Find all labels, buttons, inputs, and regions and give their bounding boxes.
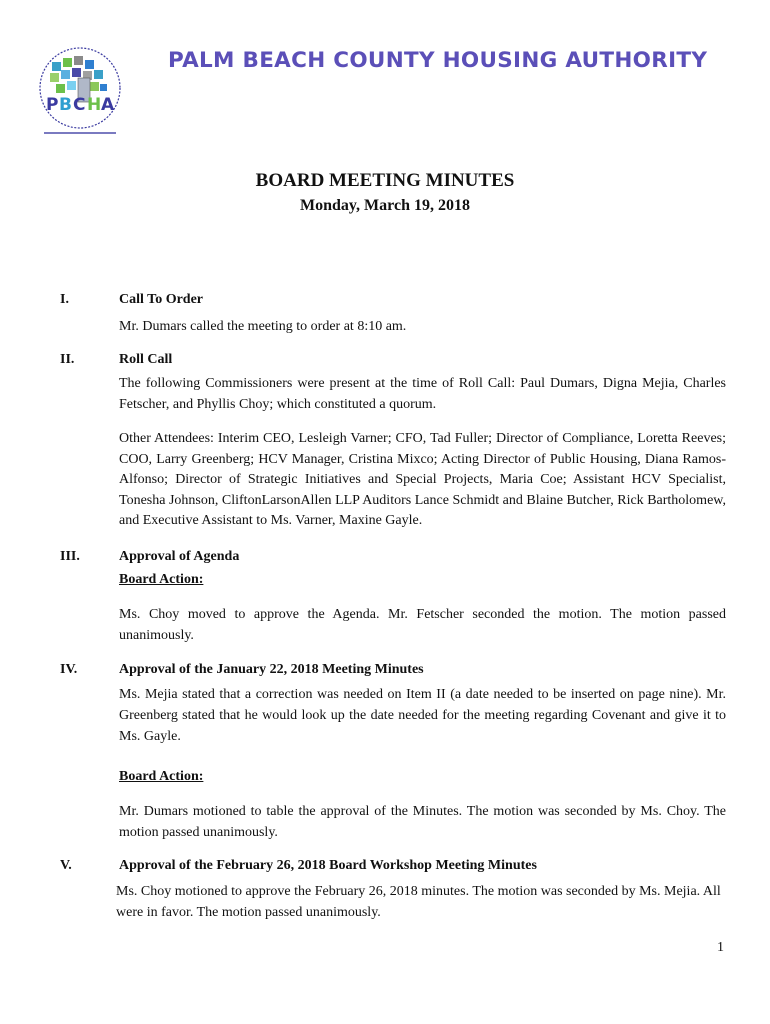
pbcha-logo xyxy=(30,40,130,140)
section-number: V. xyxy=(60,858,72,873)
board-action-label: Board Action: xyxy=(119,572,204,587)
section-paragraph: The following Commissioners were present at the time of Roll Call: Paul Dumars, Digna Mejia, Charles Fetscher, and Phyllis Choy; which constituted a quorum. xyxy=(119,376,726,412)
section-paragraph: Ms. Choy motioned to approve the February 26, 2018 minutes. The motion was seconded by Ms. Mejia. All were in favor. The motion passed unanimously. xyxy=(116,884,721,920)
svg-text:P: P xyxy=(46,95,59,115)
section-number: II. xyxy=(60,352,75,367)
section-heading: Approval of the February 26, 2018 Board Workshop Meeting Minutes xyxy=(119,858,537,873)
section-number: III. xyxy=(60,549,80,564)
section-paragraph: Ms. Mejia stated that a correction was needed on Item II (a date needed to be inserted on page nine). Mr. Greenberg stated that he would look up the date needed for the meeting regarding Covenant and give it to Ms. Gayle. xyxy=(119,687,726,744)
svg-text:A: A xyxy=(101,95,115,115)
svg-text:C: C xyxy=(73,95,86,115)
meeting-date: Monday, March 19, 2018 xyxy=(300,197,470,214)
section-paragraph: Other Attendees: Interim CEO, Lesleigh Varner; CFO, Tad Fuller; Director of Compliance, Loretta Reeves; COO, Larry Greenberg; HCV Manager, Cristina Mixco; Acting Director of Public Housing, Diana Ramos-Alfonso; Director of Strategic Initiatives and Special Projects, Maria Coe; Assistant HCV Specialist, Tonesha Johnson, CliftonLarsonAllen LLP Auditors Lance Schmidt and Blaine Butcher, Rick Bartholomew, and Executive Assistant to Ms. Varner, Maxine Gayle. xyxy=(119,431,726,528)
section-heading: Approval of the January 22, 2018 Meeting Minutes xyxy=(119,662,424,677)
section-number: IV. xyxy=(60,662,78,677)
section-number: I. xyxy=(60,292,69,307)
org-name: PALM BEACH COUNTY HOUSING AUTHORITY xyxy=(168,48,708,73)
pbcha-logo-icon xyxy=(30,40,130,140)
section-paragraph: Mr. Dumars motioned to table the approval of the Minutes. The motion was seconded by Ms. Choy. The motion passed unanimously. xyxy=(119,804,726,840)
section-heading: Approval of Agenda xyxy=(119,549,240,564)
page-number: 1 xyxy=(717,940,724,955)
section-paragraph: Mr. Dumars called the meeting to order at 8:10 am. xyxy=(119,319,407,334)
document-title: BOARD MEETING MINUTES xyxy=(255,170,515,191)
svg-text:H: H xyxy=(87,95,102,115)
section-heading: Call To Order xyxy=(119,292,204,307)
section-paragraph: Ms. Choy moved to approve the Agenda. Mr. Fetscher seconded the motion. The motion passed unanimously. xyxy=(119,607,726,643)
board-action-label: Board Action: xyxy=(119,769,204,784)
svg-text:B: B xyxy=(59,95,72,115)
section-heading: Roll Call xyxy=(119,352,173,367)
